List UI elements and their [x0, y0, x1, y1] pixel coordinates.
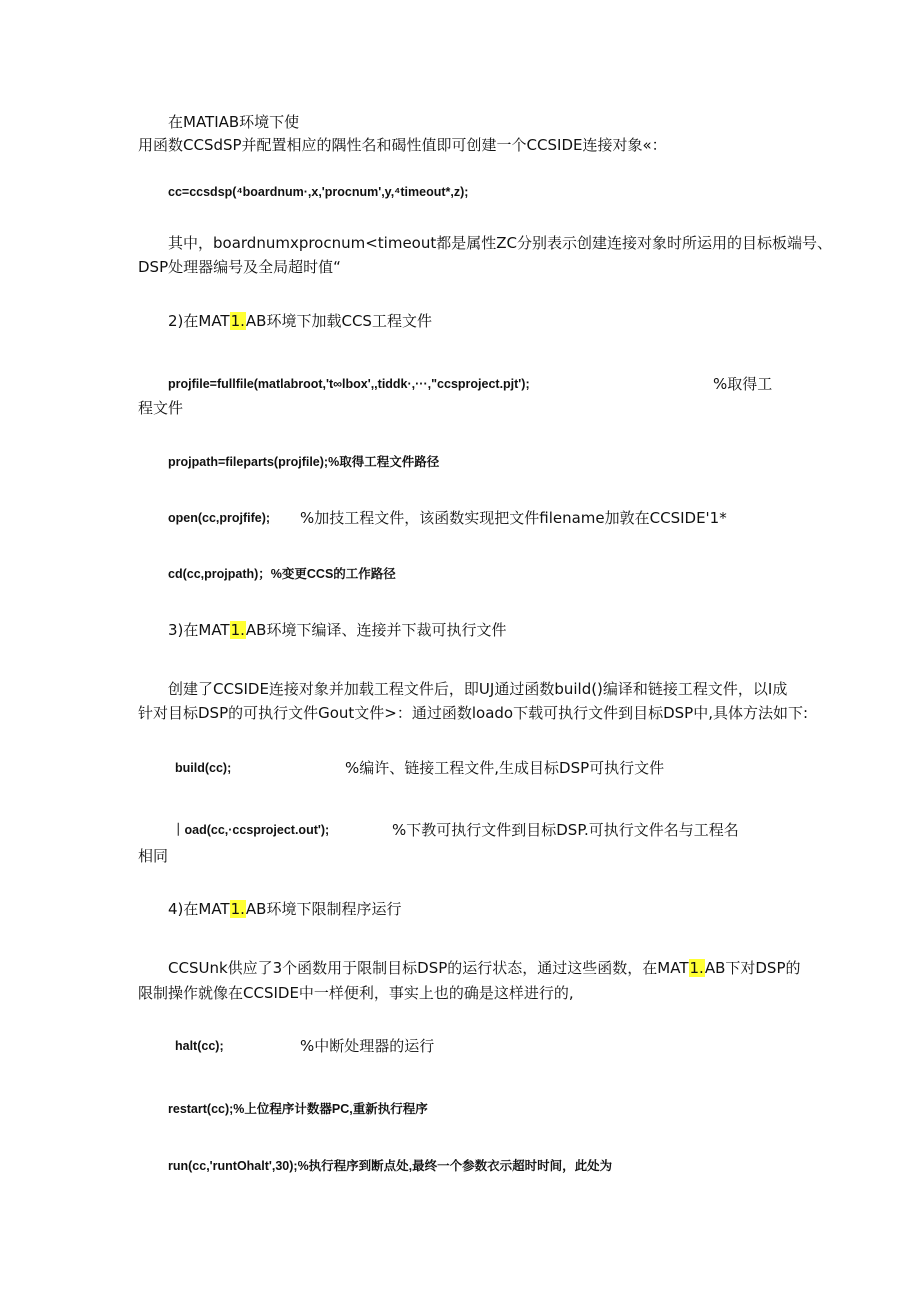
code-line: projfile=fullfile(matlabroot,'t∞lbox',,tiddk·,···,"ccsproject.pjt');	[168, 377, 530, 391]
paragraph-line: 限制操作就像在CCSIDE中一样便利，事实上也的确是这样进行的,	[138, 984, 574, 1002]
code-comment: %加技工程文件，该函数实现把文件filename加敦在CCSIDE'1*	[300, 509, 727, 527]
section-heading	[168, 310, 432, 332]
code-line: cd(cc,projpath)；%变更CCS的工作路径	[168, 567, 396, 581]
paragraph-text: CCSUnk供应了3个函数用于限制目标DSP的运行状态，通过这些函数，在MAT	[168, 959, 689, 977]
paragraph-line: 程文件	[138, 399, 184, 417]
code-comment: %取得工	[713, 375, 773, 393]
section-heading	[168, 898, 401, 920]
code-line: ｜oad(cc,·ccsproject.out');	[172, 823, 330, 837]
code-line: halt(cc);	[175, 1039, 224, 1053]
highlighted-text: 1.	[689, 959, 704, 977]
code-comment: %编许、链接工程文件,生成目标DSP可执行文件	[345, 759, 665, 777]
code-line: run(cc,'runtOhalt',30);%执行程序到断点处,最终一个参数衣示超时时间，此处为	[168, 1159, 613, 1173]
highlighted-text: 1.	[230, 621, 245, 639]
code-line: open(cc,projfife);	[168, 511, 271, 525]
heading-text: 4)在MAT	[168, 900, 230, 918]
paragraph-line: 其中，boardnumxprocnum<timeout都是属性ZC分别表示创建连接对象时所运用的目标板端号、	[168, 234, 833, 252]
code-line: projpath=fileparts(projfile);%取得工程文件路径	[168, 455, 440, 469]
paragraph-line	[168, 957, 801, 979]
highlighted-text: 1.	[230, 312, 245, 330]
code-line: restart(cc);%上位程序计数器PC,重新执行程序	[168, 1102, 428, 1116]
code-comment: %中断处理器的运行	[300, 1037, 435, 1055]
paragraph-line: 相同	[138, 847, 169, 865]
heading-text: 2)在MAT	[168, 312, 230, 330]
paragraph-line: 用函数CCSdSP并配置相应的隅性名和碣性值即可创建一个CCSIDE连接对象«：	[138, 136, 667, 154]
code-comment: %下教可执行文件到目标DSP.可执行文件名与工程名	[392, 821, 739, 839]
heading-text: AB环境下加载CCS工程文件	[245, 312, 432, 330]
heading-text: AB环境下限制程序运行	[245, 900, 402, 918]
paragraph-line: 创建了CCSIDE连接对象并加载工程文件后，即UJ通过函数build()编译和链接工程文件，以I成	[168, 680, 788, 698]
code-line: build(cc);	[175, 761, 232, 775]
paragraph-line: DSP处理器编号及全局超时值“	[138, 258, 341, 276]
section-heading	[168, 619, 506, 641]
paragraph-line: 在MATIAB环境下使	[168, 113, 300, 131]
paragraph-line: 针对目标DSP的可执行文件Gout文件>：通过函数loado下载可执行文件到目标DSP中,具体方法如下:	[138, 704, 809, 722]
code-line: cc=ccsdsp(⁴boardnum·,x,'procnum',y,⁴timeout*,z);	[168, 185, 469, 199]
heading-text: AB环境下编译、连接并下裁可执行文件	[245, 621, 507, 639]
paragraph-text: AB下对DSP的	[704, 959, 801, 977]
highlighted-text: 1.	[230, 900, 245, 918]
heading-text: 3)在MAT	[168, 621, 230, 639]
